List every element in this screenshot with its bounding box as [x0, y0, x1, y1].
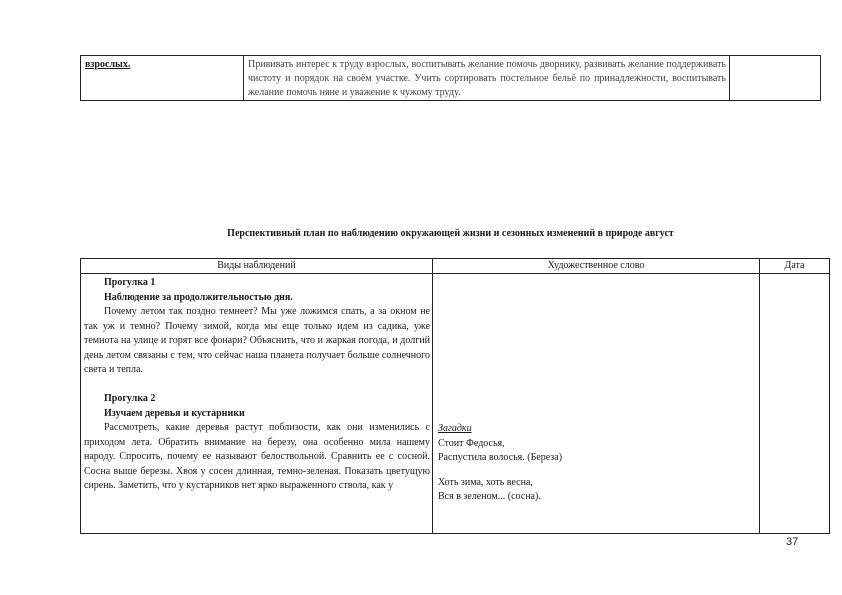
walk2-subtitle: Изучаем деревья и кустарники	[104, 407, 245, 419]
top-table-label-cell	[81, 56, 244, 100]
top-table	[80, 55, 821, 101]
header-observations: Виды наблюдений	[217, 260, 296, 271]
riddle-line: Распустила волосья. (Береза)	[438, 452, 563, 463]
top-table-text: Прививать интерес к труду взрослых, воспитывать желание помочь дворнику, развивать желание поддерживать чистоту и порядок на своём участке. Учить сортировать постельное бельё по принадлежности, воспитывать желание помочь няне и уважение к чужому труду.	[248, 59, 726, 98]
observation-table	[80, 258, 830, 534]
observations-cell	[84, 276, 430, 494]
header-date: Дата	[784, 260, 805, 271]
header-art-word: Художественное слово	[547, 260, 645, 271]
riddle-line: Хоть зима, хоть весна,	[438, 476, 533, 488]
walk1-text: Почему летом так поздно темнеет? Мы уже ложимся спать, а за окном не так уж и темно? Почему зимой, когда мы еще только идем из садика, уже темнота на улице и горят все фонари? Объяснить, что и жаркая погода, и долгий день летом связаны с тем, что сейчас наша планета получает больше солнечного света и тепла.	[84, 306, 430, 375]
riddle-line: Вся в зеленом... (сосна).	[438, 491, 541, 502]
column-divider	[432, 259, 433, 533]
walk1-subtitle: Наблюдение за продолжительностью дня.	[104, 291, 293, 303]
table-header-row	[81, 259, 829, 274]
plan-title: Перспективный план по наблюдению окружающей жизни и сезонных изменений в природе август	[227, 228, 674, 239]
walk2-text: Рассмотреть, какие деревья растут поблизости, как они изменились с приходом лета. Обратить внимание на березу, она особенно мила нашему народу. Спросить, почему ее называют белоствольной. Сравнить ее с сосной. Сосна выше березы. Хвоя у сосен длинная, темно-зеленая. Показать цветущую сирень. Заметить, что у кустарников нет ярко выраженного ствола, как у	[84, 422, 430, 491]
riddle-line: Стоит Федосья,	[438, 437, 505, 449]
walk1-title: Прогулка 1	[104, 277, 156, 288]
walk2-title: Прогулка 2	[104, 393, 156, 404]
art-word-cell	[438, 422, 758, 505]
top-table-text-cell	[244, 56, 730, 100]
top-table-date-cell	[730, 56, 820, 100]
page-number: 37	[786, 536, 799, 548]
top-table-label: взрослых.	[85, 59, 131, 70]
riddles-heading: Загадки	[438, 423, 472, 434]
column-divider	[759, 259, 760, 533]
